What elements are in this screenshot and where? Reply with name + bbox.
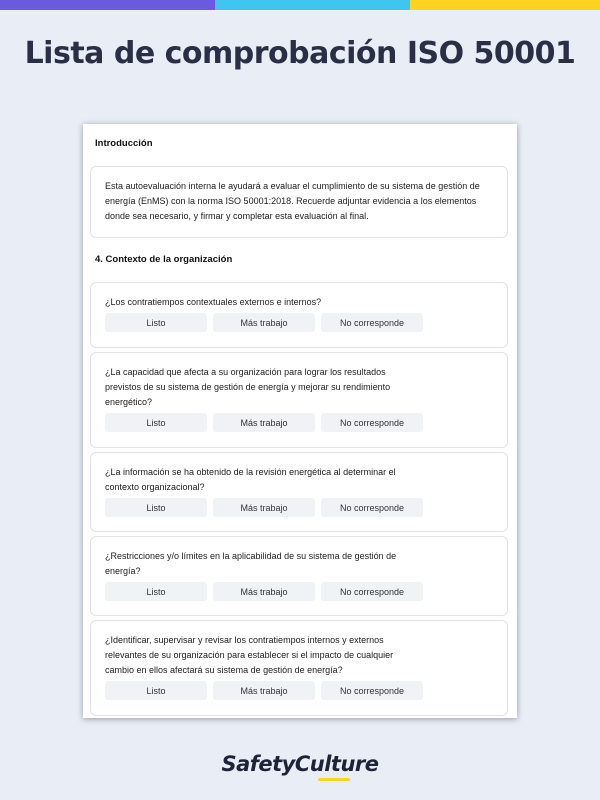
question-card: [90, 452, 508, 532]
response-options: [105, 413, 493, 432]
question-text: ¿La información se ha obtenido de la revisión energética al determinar el contexto organizacional?: [105, 467, 396, 492]
color-bar-purple: [0, 0, 215, 10]
response-mas-trabajo-button[interactable]: Más trabajo: [213, 681, 315, 700]
response-options: [105, 681, 493, 700]
response-mas-trabajo-button[interactable]: Más trabajo: [213, 413, 315, 432]
question-text: ¿Identificar, supervisar y revisar los contratiempos internos y externos relevantes de su organización para establecer si el impacto de cualquier cambio en ellos afectará su sistema de gestión de energía?: [105, 635, 394, 675]
section-title-introduction: Introducción: [95, 138, 153, 149]
checklist-document: [83, 124, 517, 718]
page-title: Lista de comprobación ISO 50001: [24, 36, 576, 71]
response-no-corresponde-button[interactable]: No corresponde: [321, 413, 423, 432]
response-mas-trabajo-button[interactable]: Más trabajo: [213, 313, 315, 332]
question-card: [90, 352, 508, 448]
response-listo-button[interactable]: Listo: [105, 582, 207, 601]
response-no-corresponde-button[interactable]: No corresponde: [321, 582, 423, 601]
question-text: ¿La capacidad que afecta a su organización para lograr los resultados previstos de su sistema de gestión de energía y mejorar su rendimiento energético?: [105, 367, 391, 407]
color-bar-yellow: [410, 0, 600, 10]
safetyculture-logo: [0, 752, 600, 776]
response-no-corresponde-button[interactable]: No corresponde: [321, 498, 423, 517]
response-listo-button[interactable]: Listo: [105, 313, 207, 332]
response-options: [105, 498, 493, 517]
question-text: ¿Los contratiempos contextuales externos e internos?: [105, 297, 322, 307]
response-listo-button[interactable]: Listo: [105, 681, 207, 700]
top-color-bar: [0, 0, 600, 10]
color-bar-cyan: [215, 0, 410, 10]
introduction-card: [90, 166, 508, 238]
response-options: [105, 582, 493, 601]
question-card: [90, 620, 508, 716]
logo-underline: [318, 778, 350, 781]
question-card: [90, 282, 508, 348]
response-no-corresponde-button[interactable]: No corresponde: [321, 313, 423, 332]
response-listo-button[interactable]: Listo: [105, 413, 207, 432]
introduction-text: Esta autoevaluación interna le ayudará a evaluar el cumplimiento de su sistema de gestión de energía (EnMS) con la norma ISO 50001:2018. Recuerde adjuntar evidencia a los elementos donde sea necesario, y firmar y completar esta evaluación al final.: [105, 181, 480, 221]
response-mas-trabajo-button[interactable]: Más trabajo: [213, 498, 315, 517]
question-text: ¿Restricciones y/o límites en la aplicabilidad de su sistema de gestión de energía?: [105, 551, 397, 576]
response-listo-button[interactable]: Listo: [105, 498, 207, 517]
response-no-corresponde-button[interactable]: No corresponde: [321, 681, 423, 700]
question-card: [90, 536, 508, 616]
logo-text: SafetyCulture: [221, 752, 379, 776]
response-mas-trabajo-button[interactable]: Más trabajo: [213, 582, 315, 601]
section-title-context: 4. Contexto de la organización: [95, 254, 233, 265]
response-options: [105, 313, 493, 332]
